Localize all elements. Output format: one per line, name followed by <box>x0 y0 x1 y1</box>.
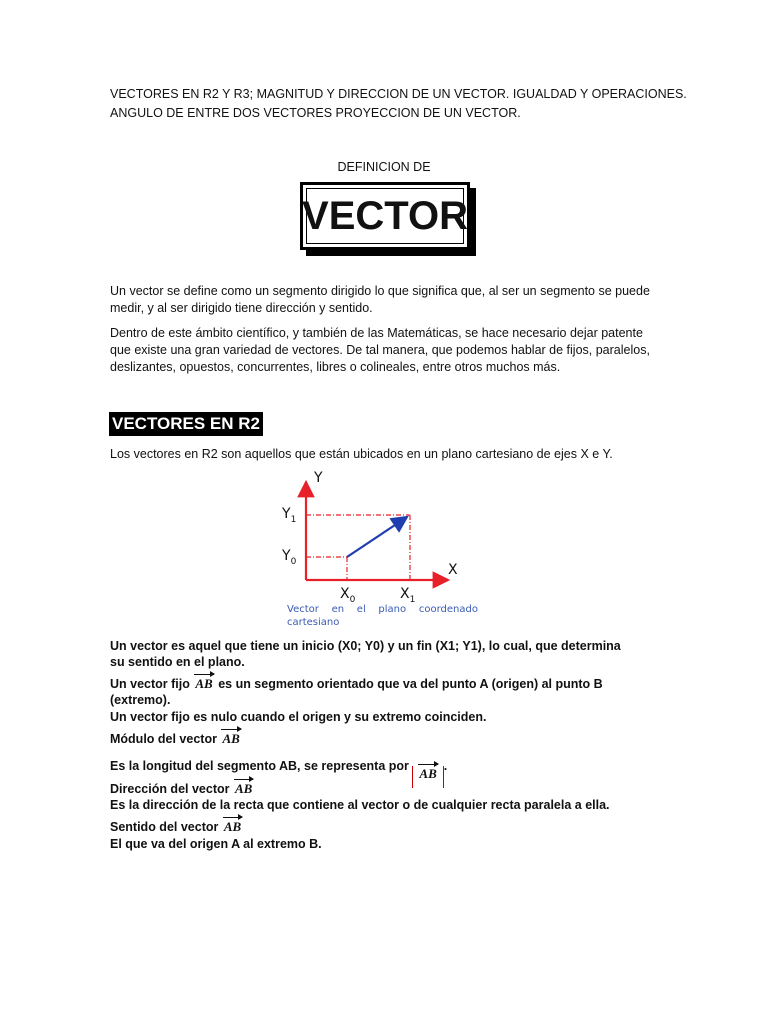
figure-caption-line-1: Vector en el plano coordenado <box>287 604 478 615</box>
body-line-5: Un vector fijo es nulo cuando el origen y su extremo coinciden. <box>110 710 487 724</box>
body-line-8: Dirección del vector AB <box>110 781 253 796</box>
intro-p2-line-1: Dentro de este ámbito científico, y también de las Matemáticas, se hace necesario dejar patente <box>110 326 643 340</box>
section-text: Los vectores en R2 son aquellos que están ubicados en un plano cartesiano de ejes X e Y. <box>110 447 613 461</box>
vector-title-box <box>300 182 470 250</box>
definition-subtitle: DEFINICION DE <box>337 160 431 174</box>
vector-ab-symbol: AB <box>234 781 253 796</box>
x-axis-label: X <box>448 562 458 578</box>
intro-p1-line-1: Un vector se define como un segmento dirigido lo que significa que, al ser un segmento se puede <box>110 284 650 298</box>
vector-title: VECTOR <box>306 188 464 244</box>
header-line-1: VECTORES EN R2 Y R3; MAGNITUD Y DIRECCION DE UN VECTOR. IGUALDAD Y OPERACIONES. <box>110 87 687 101</box>
vector-ab-symbol: AB <box>223 819 242 834</box>
section-heading: VECTORES EN R2 <box>109 412 263 436</box>
intro-p2-line-3: deslizantes, opuestos, concurrentes, libres o colineales, entre otros muchos más. <box>110 360 561 374</box>
intro-p2-line-2: que existe una gran variedad de vectores. De tal manera, que podemos hablar de fijos, paralelos, <box>110 343 650 357</box>
header-line-2: ANGULO DE ENTRE DOS VECTORES PROYECCION DE UN VECTOR. <box>110 106 521 120</box>
body-line-4: (extremo). <box>110 693 171 707</box>
body-line-10: Sentido del vector AB <box>110 819 242 834</box>
vector-plane-figure <box>270 464 530 634</box>
x1-label: $X_1$ <box>400 586 416 605</box>
figure-caption-line-2: cartesiano <box>287 617 340 628</box>
body-line-2: su sentido en el plano. <box>110 655 245 669</box>
body-line-3: Un vector fijo AB es un segmento orientado que va del punto A (origen) al punto B <box>110 676 603 691</box>
body-line-9: Es la dirección de la recta que contiene al vector o de cualquier recta paralela a ella. <box>110 798 610 812</box>
body-line-11: El que va del origen A al extremo B. <box>110 837 322 851</box>
intro-p1-line-2: medir, y al ser dirigido tiene dirección y sentido. <box>110 301 373 315</box>
x0-label: $X_0$ <box>340 586 356 605</box>
vector-modulus-symbol: AB <box>412 766 443 788</box>
y1-label: $Y_1$ <box>282 506 297 525</box>
y-axis-label: Y <box>314 470 323 486</box>
vector-ab-symbol: AB <box>222 731 240 746</box>
body-line-6: Módulo del vector AB <box>110 731 240 746</box>
body-line-1: Un vector es aquel que tiene un inicio (X0; Y0) y un fin (X1; Y1), lo cual, que determina <box>110 639 621 653</box>
y0-label: $Y_0$ <box>282 548 297 567</box>
vector-arrow <box>347 517 407 557</box>
body-line-7: Es la longitud del segmento AB, se representa por AB . <box>110 758 447 788</box>
vector-ab-symbol: AB <box>195 676 213 691</box>
